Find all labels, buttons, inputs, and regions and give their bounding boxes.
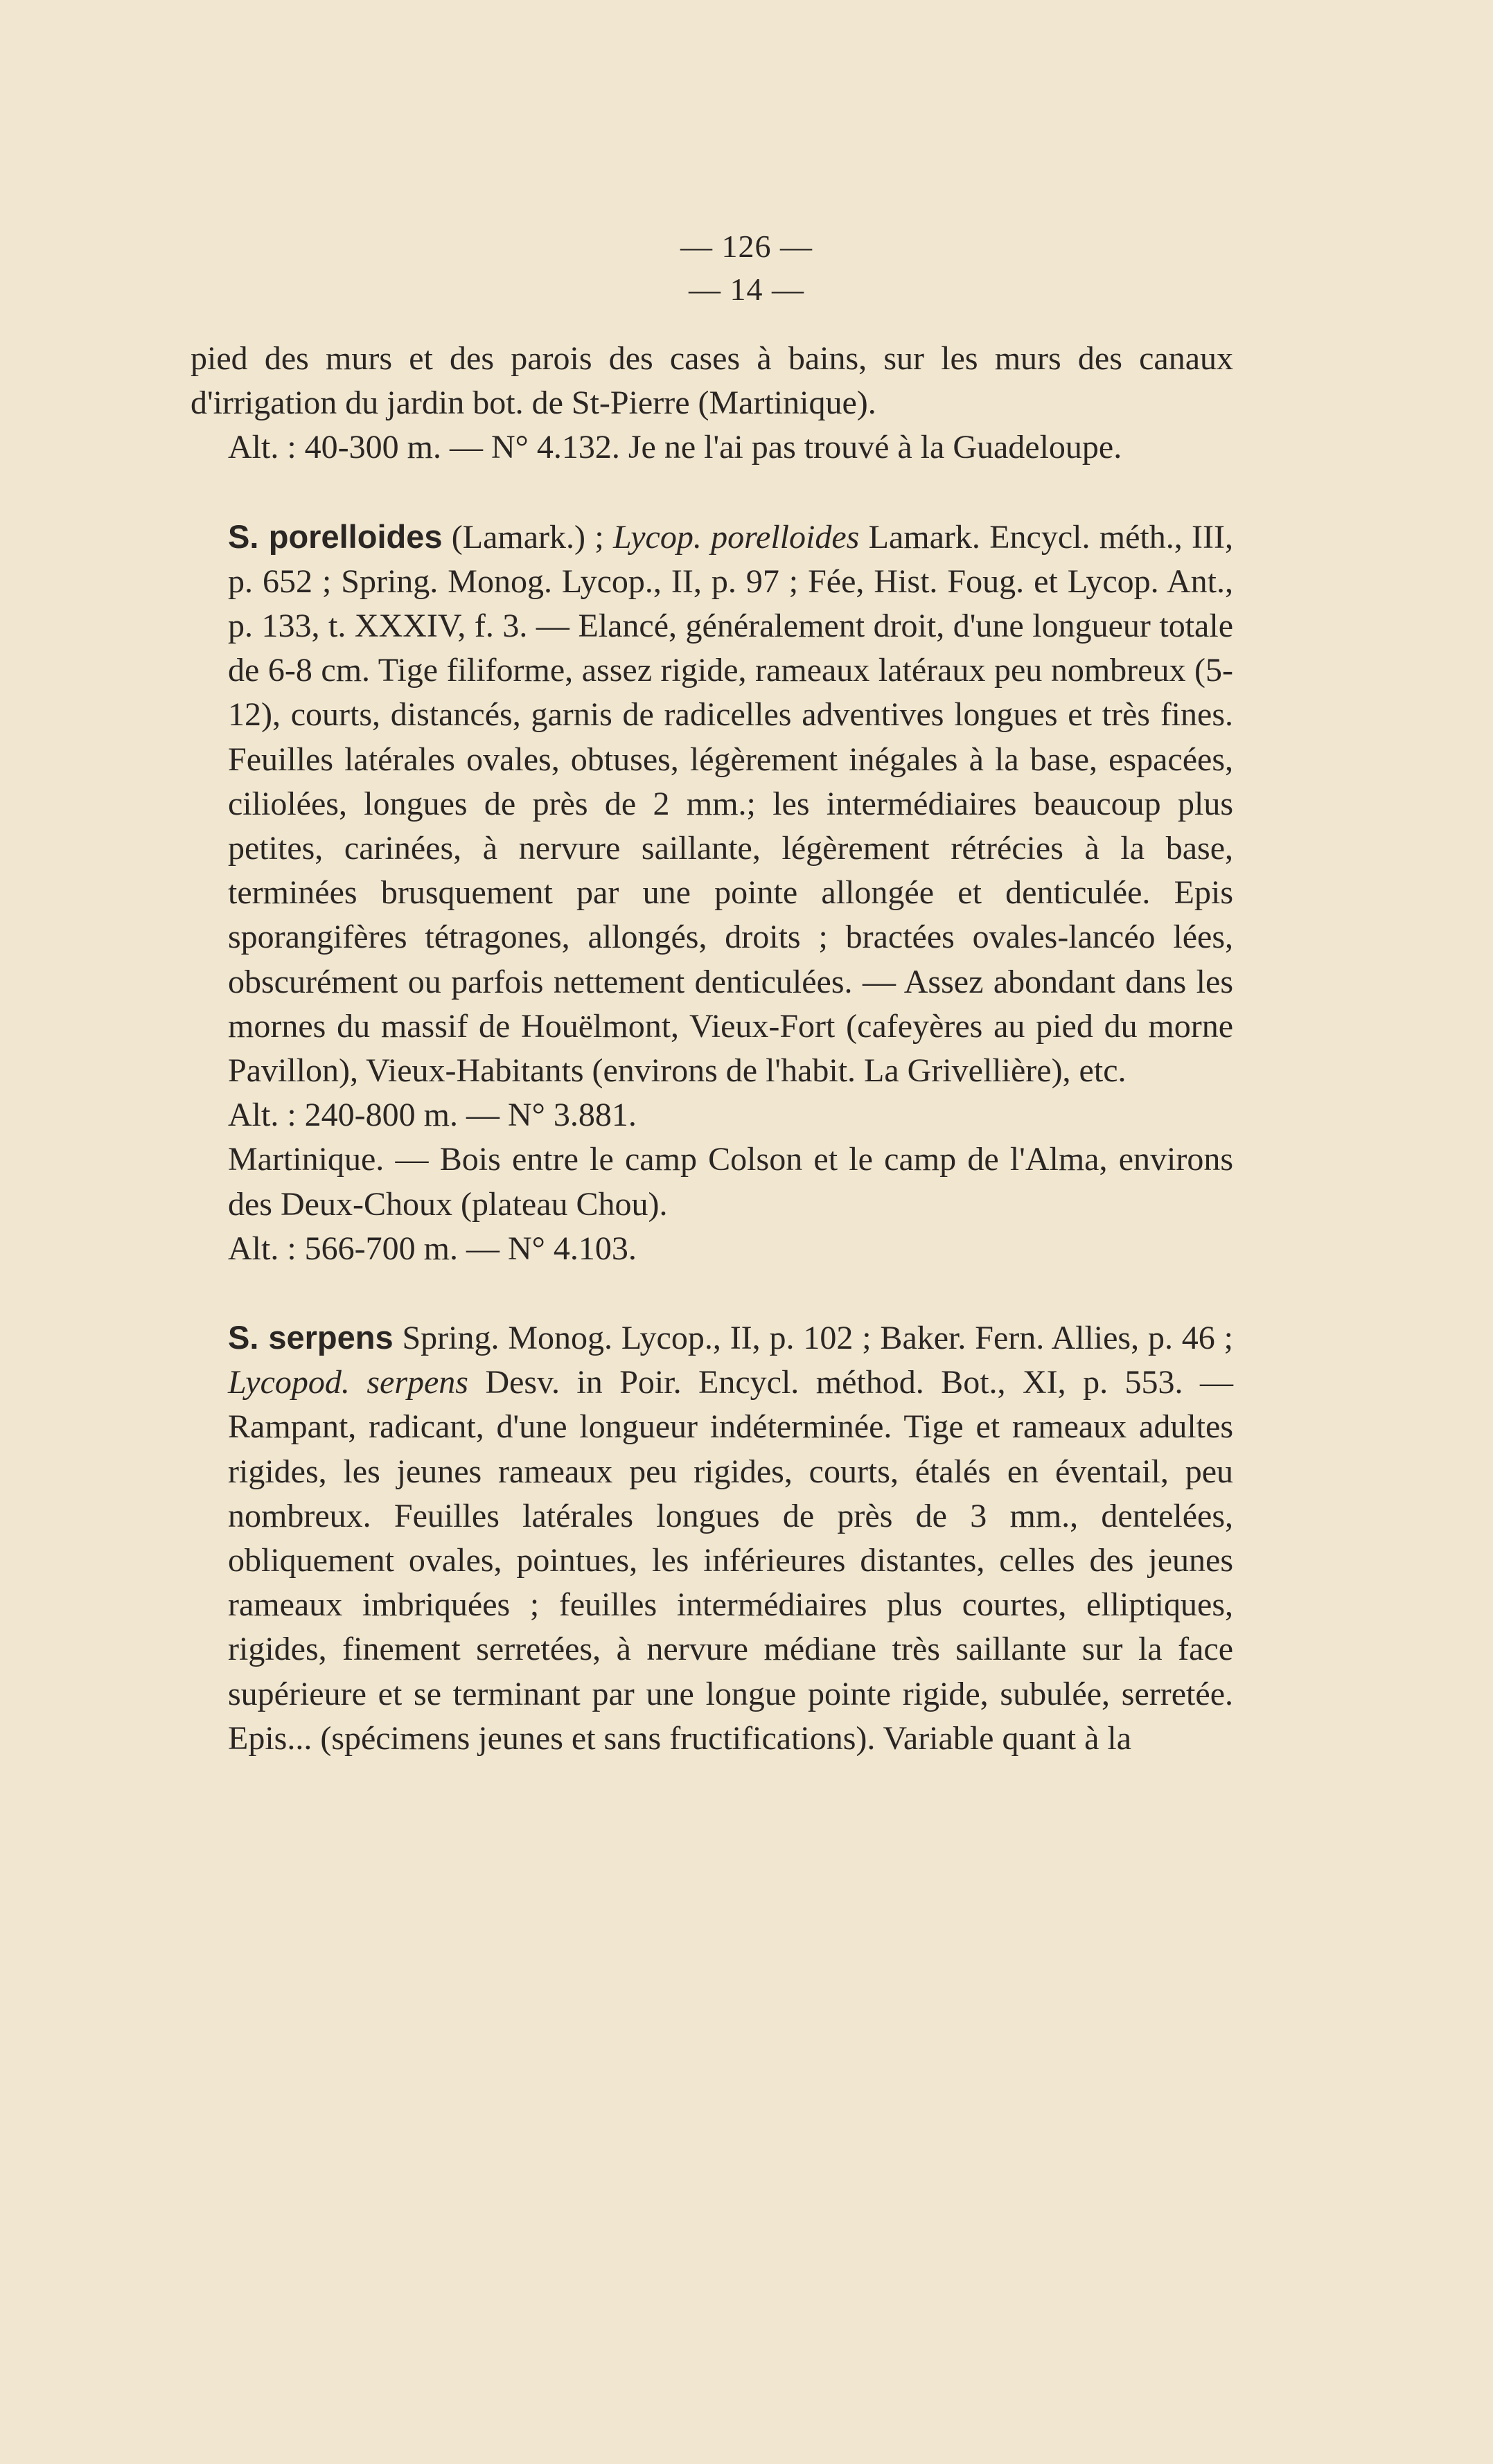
authority: (Lamark.) ; — [442, 518, 613, 556]
species-name: S. serpens — [228, 1319, 394, 1356]
species-name: S. porelloides — [228, 517, 443, 555]
synonym: Lycop. porelloides — [612, 518, 860, 556]
page-number-primary: — 126 — — [680, 229, 813, 264]
entry-alt — [191, 1093, 1233, 1137]
species-entry-serpens — [191, 1315, 1233, 1761]
page-number-block — [0, 225, 1493, 311]
entry-refs: Spring. Monog. Lycop., II, p. 102 ; Baker. Fern. Allies, p. 46 ; — [393, 1320, 1234, 1357]
continuation-alt — [191, 425, 1233, 470]
species-entry-porelloides — [191, 515, 1233, 1271]
entry-paragraph — [191, 1315, 1233, 1761]
entry-alt-text: Alt. : 240-800 m. — N° 3.881. — [228, 1097, 637, 1134]
entry-martinique-text: Martinique. — Bois entre le camp Colson et le camp de l'Alma, environs des Deux-Choux (plateau Chou). — [228, 1141, 1233, 1223]
page-number-secondary: — 14 — — [689, 272, 804, 307]
entry-paragraph — [191, 515, 1233, 1094]
entry-alt2-text: Alt. : 566-700 m. — N° 4.103. — [228, 1230, 637, 1267]
body-text — [191, 337, 1233, 1761]
entry-body: Desv. in Poir. Encycl. méthod. Bot., XI, p. 553. — Rampant, radicant, d'une longueur indéterminée. Tige et rameaux adultes rigides, les jeunes rameaux peu rigides, courts, étalés en éventail, peu nombreux. Feuilles latérales longues de près de 3 mm., dentelées, obliquement ovales, pointues, les inférieures distantes, celles des jeunes rameaux imbriquées ; feuilles intermédiaires plus courtes, elliptiques, rigides, finement serretées, à nervure médiane très saillante sur la face supérieure et se terminant par une longue pointe rigide, subulée, serretée. Epis... (spécimens jeunes et sans fructifications). Variable quant à la — [228, 1364, 1233, 1757]
entry-martinique — [191, 1137, 1233, 1226]
entry-body: Lamark. Encycl. méth., III, p. 652 ; Spring. Monog. Lycop., II, p. 97 ; Fée, Hist. Foug. et Lycop. Ant., p. 133, t. XXXIV, f. 3. — Elancé, généralement droit, d'une longueur totale de 6-8 cm. Tige filiforme, assez rigide, rameaux latéraux peu nombreux (5-12), courts, distancés, garnis de radicelles adventives longues et très fines. Feuilles latérales ovales, obtuses, légèrement inégales à la base, espacées, ciliolées, longues de près de 2 mm.; les intermédiaires beaucoup plus petites, carinées, à nervure saillante, légèrement rétrécies à la base, terminées brusquement par une pointe allongée et denticulée. Epis sporangifères tétragones, allongés, droits ; bractées ovales-lancéo lées, obscurément ou parfois nettement denticulées. — Assez abondant dans les mornes du massif de Houëlmont, Vieux-Fort (cafeyères au pied du morne Pavillon), Vieux-Habitants (environs de l'habit. La Grivellière), etc. — [228, 518, 1233, 1090]
entry-alt2 — [191, 1227, 1233, 1271]
continuation-text: pied des murs et des parois des cases à bains, sur les murs des canaux d'irrigation du jardin bot. de St-Pierre (Martinique). — [191, 340, 1233, 422]
continuation-alt-text: Alt. : 40-300 m. — N° 4.132. Je ne l'ai pas trouvé à la Guadeloupe. — [228, 429, 1122, 466]
synonym: Lycopod. serpens — [228, 1364, 468, 1401]
continuation-paragraph — [191, 337, 1233, 425]
